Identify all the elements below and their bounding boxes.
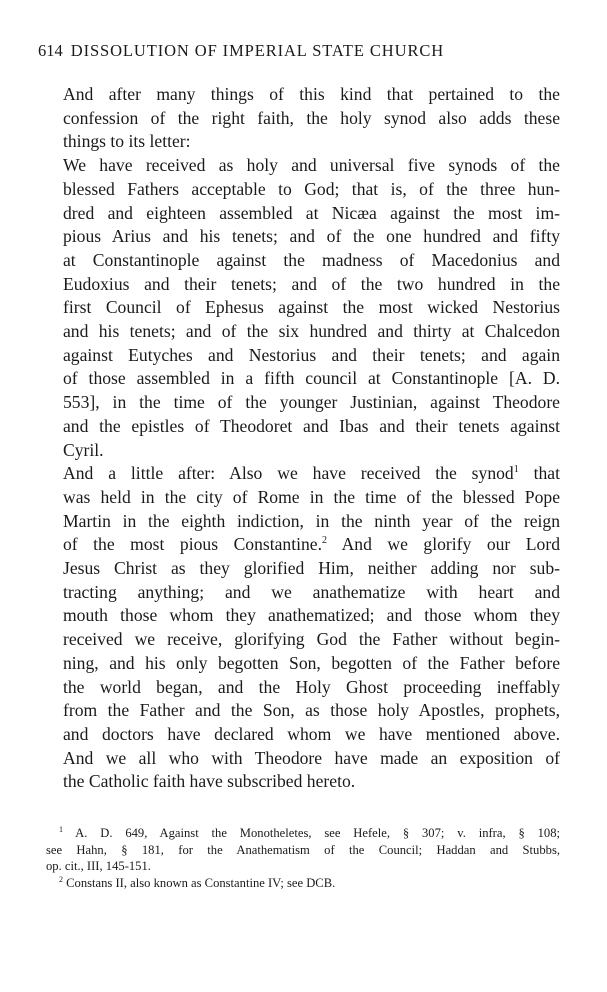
text-line [46,533,560,557]
text-line: from the Father and the Son, as those holy Apostles, prophets, [63,700,560,721]
text-line: And we all who with Theodore have made an exposition of [63,747,560,768]
footnote-ref: 2 [322,535,328,547]
footnote-mark: 2 [59,874,63,884]
text-run: of the most pious Constantine. [63,534,323,555]
text-line: the Catholic faith have subscribed hereto. [63,771,356,792]
text-line: and doctors have declared whom we have mentioned above. [63,723,560,744]
text-line: We have received as holy and universal five synods of the [63,155,560,176]
text-line: and his tenets; and of the six hundred and thirty at Chalcedon [63,321,560,342]
text-line: confession of the right faith, the holy synod also adds these [63,107,560,128]
text-line: Martin in the eighth indiction, in the ninth year of the reign [63,510,560,531]
text-line: first Council of Ephesus against the most wicked Nestorius [63,297,560,318]
text-line: against Eutyches and Nestorius and their tenets; and again [63,344,560,365]
chapter-title: DISSOLUTION OF IMPERIAL STATE CHURCH [70,41,445,60]
text-line: blessed Fathers acceptable to God; that is, of the three hun- [63,178,560,199]
footnote-mark: 1 [59,824,63,834]
text-line: the world began, and the Holy Ghost proceeding ineffably [63,676,560,697]
paragraph-3 [46,462,560,794]
text-line: Jesus Christ as they glorified Him, neither adding nor sub- [63,558,560,579]
text-line: at Constantinople against the madness of Macedonius and [63,249,560,270]
text-line: mouth those whom they anathematized; and those whom they [63,605,560,626]
running-head [38,40,562,62]
footnote-line [46,875,560,892]
footnote-line: op. cit., III, 145-151. [46,859,151,874]
text-line [46,462,560,486]
text-run: And a little after: Also we have received the synod [63,463,514,484]
text-line: of those assembled in a fifth council at Constantinople [A. D. [63,368,560,389]
text-run: And we glorify our Lord [327,534,560,555]
text-line: dred and eighteen assembled at Nicæa against the most im- [63,202,560,223]
text-run: that [518,463,561,484]
paragraph-2 [46,154,560,462]
text-line: ning, and his only begotten Son, begotten of the Father before [63,652,560,673]
text-line: Cyril. [63,439,104,460]
text-line: was held in the city of Rome in the time of the blessed Pope [63,486,560,507]
text-run: Constans II, also known as Constantine IV; see DCB. [63,875,336,890]
paragraph-1 [46,83,560,154]
footnote-line: see Hahn, § 181, for the Anathematism of the Council; Haddan and Stubbs, [46,842,560,857]
text-line: pious Arius and his tenets; and of the one hundred and fifty [63,226,560,247]
text-run: A. D. 649, Against the Monotheletes, see Hefele, § 307; v. infra, § 108; [63,826,560,840]
footnote-ref: 1 [513,464,519,476]
footnote-line [46,825,560,842]
text-line: and the epistles of Theodoret and Ibas and their tenets against [63,415,560,436]
text-line: Eudoxius and their tenets; and of the two hundred in the [63,273,560,294]
footnotes [46,825,560,891]
body-text [46,83,560,794]
text-line: 553], in the time of the younger Justinian, against Theodore [63,392,560,413]
text-line: things to its letter: [63,131,191,152]
text-line: And after many things of this kind that pertained to the [63,84,560,104]
text-line: received we receive, glorifying God the Father without begin- [63,629,560,650]
page-number: 614 [38,41,63,60]
text-line: tracting anything; and we anathematize with heart and [63,581,560,602]
